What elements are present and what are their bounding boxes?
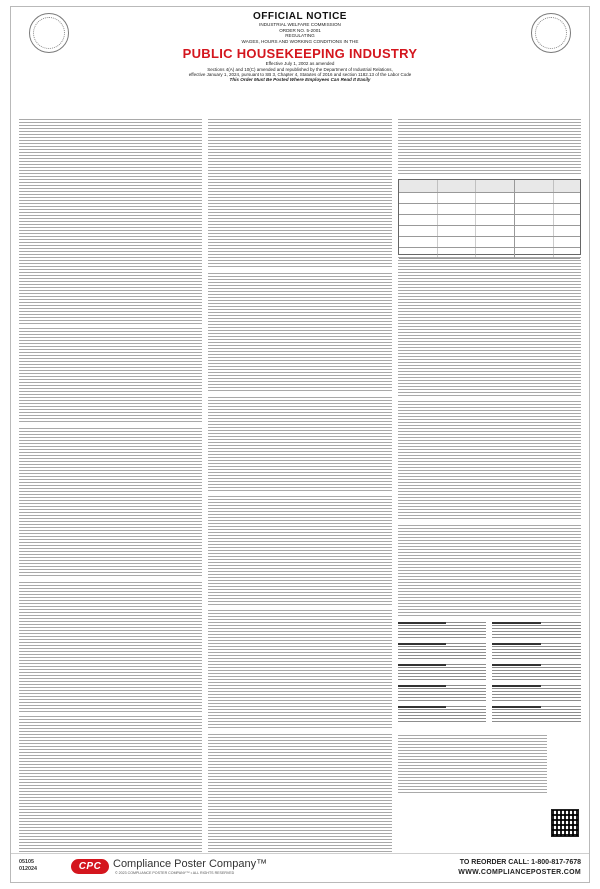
text-block [208,119,391,269]
office-address [492,643,581,659]
reorder-phone: TO REORDER CALL: 1-800-817-7678 [459,859,581,866]
official-notice-heading: OFFICIAL NOTICE [253,11,347,22]
column-middle [208,119,391,854]
copyright-text: © 2023 COMPLIANCE POSTER COMPANY™ • ALL RIGHTS RESERVED [115,871,235,875]
text-block [398,119,581,175]
office-address [398,643,487,659]
company-name: Compliance Poster Company™ [113,858,268,870]
amendment-line-2: effective January 1, 2024, pursuant to SB 3, Chapter 4, Statutes of 2016 and section 1182.13 of the Labor Code [188,71,412,77]
commission-name: INDUSTRIAL WELFARE COMMISSION [259,22,341,27]
qr-code-icon [551,809,579,837]
office-address [398,622,487,638]
office-address [398,664,487,680]
effective-date: Effective July 1, 2002 as amended [265,61,335,67]
wages-hours-text: WAGES, HOURS AND WORKING CONDITIONS IN THE [241,38,359,44]
revision-code: 012024 [19,866,37,872]
office-address [398,706,487,722]
text-block [208,610,391,730]
text-block [19,328,202,424]
poster-codes [19,859,37,873]
regulating-text: REGULATING [285,33,315,39]
poster-code: 05105 [19,859,34,865]
text-block [398,525,581,617]
office-address [398,685,487,701]
text-block [398,401,581,521]
office-address [492,664,581,680]
office-address [492,622,581,638]
posting-instruction: This Order Must Be Posted Where Employees Can Read It Easily [229,76,371,82]
text-block [19,582,202,712]
text-block [208,734,391,854]
logo-text: CPC [78,861,102,872]
text-block [19,716,202,854]
text-block [398,257,581,397]
text-block [19,119,202,324]
website-url: WWW.COMPLIANCEPOSTER.COM [458,869,581,876]
text-block [19,428,202,578]
order-body [19,119,581,854]
industry-title: PUBLIC HOUSEKEEPING INDUSTRY [182,46,418,62]
text-block [208,397,391,492]
amendment-line-1: Sections 4(A) and 10(C) amended and republished by the Department of Industrial Relations, [207,66,393,72]
poster-footer [11,853,589,882]
wage-rate-table [398,179,581,255]
office-address [492,685,581,701]
order-number: ORDER NO. 5-2001 [279,27,321,33]
column-right [398,119,581,854]
column-left [19,119,202,854]
poster-header [11,11,589,82]
text-block [208,496,391,606]
text-block [398,735,547,795]
poster [10,6,590,883]
text-block [208,273,391,393]
office-address-list [398,622,581,722]
office-address [492,706,581,722]
cpc-logo [71,859,109,874]
